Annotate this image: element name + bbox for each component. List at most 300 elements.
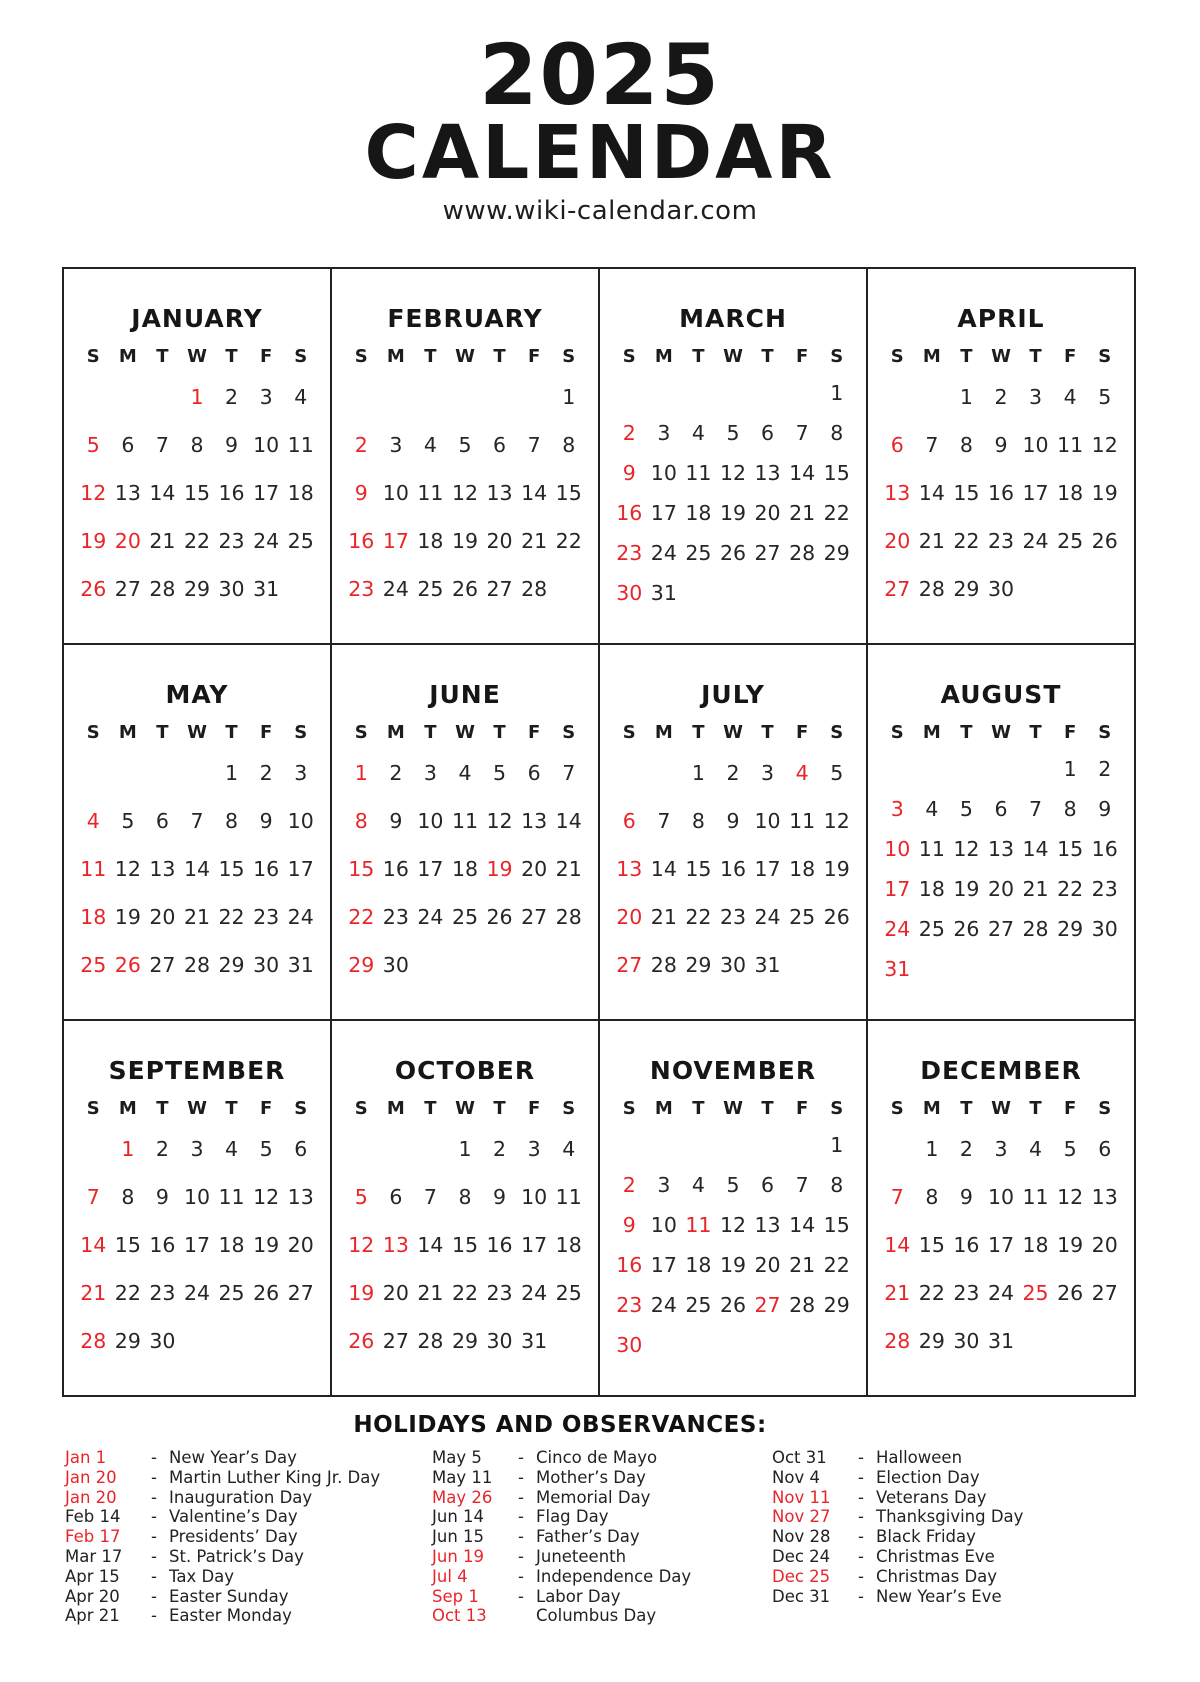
day-cell: 16 xyxy=(486,1233,513,1257)
day-cell: 28 xyxy=(80,1329,107,1353)
day-cell: 28 xyxy=(789,1293,816,1317)
holiday-row xyxy=(772,1527,1023,1547)
day-cell: 15 xyxy=(823,461,850,485)
day-cell: 3 xyxy=(994,1137,1008,1161)
week-row xyxy=(76,845,318,893)
day-cell: 1 xyxy=(1063,757,1077,781)
day-cell: 30 xyxy=(616,581,643,605)
holiday-date: Dec 31 xyxy=(772,1586,831,1606)
day-cell: 20 xyxy=(616,905,643,929)
weekday-label: T xyxy=(960,345,973,367)
holiday-name: Easter Sunday xyxy=(169,1586,289,1606)
day-cell: 23 xyxy=(348,577,375,601)
weekday-label: W xyxy=(723,1097,743,1119)
day-cell: 17 xyxy=(987,1233,1015,1257)
holiday-row xyxy=(432,1606,772,1626)
site-url: www.wiki-calendar.com xyxy=(442,196,758,227)
day-cell: 14 xyxy=(555,809,582,833)
weekday-label: S xyxy=(1098,1097,1112,1119)
day-cell: 5 xyxy=(86,433,100,457)
holiday-name: New Year’s Day xyxy=(169,1448,297,1467)
day-cell: 20 xyxy=(1091,1233,1118,1257)
day-cell: 29 xyxy=(953,577,980,601)
day-cell: 21 xyxy=(80,1281,107,1305)
day-cell: 1 xyxy=(190,385,204,409)
day-cell: 2 xyxy=(726,761,740,785)
day-cell: 19 xyxy=(114,905,141,929)
day-cell: 27 xyxy=(754,1293,781,1317)
day-cell: 1 xyxy=(562,385,576,409)
holiday-date: Nov 27 xyxy=(772,1507,831,1527)
day-cell: 7 xyxy=(562,761,576,785)
holiday-row xyxy=(432,1587,772,1607)
day-cell: 21 xyxy=(183,905,211,929)
month-cell-november xyxy=(599,1020,867,1396)
day-cell: 10 xyxy=(1022,433,1049,457)
week-row xyxy=(612,941,854,989)
weekday-label: T xyxy=(156,345,169,367)
month-cell-january xyxy=(63,268,331,644)
day-cell: 10 xyxy=(884,837,911,861)
week-row xyxy=(76,1317,318,1365)
holiday-row xyxy=(65,1468,432,1488)
holiday-name: Black Friday xyxy=(876,1527,976,1547)
weekday-label: T xyxy=(424,721,437,743)
week-row xyxy=(612,533,854,573)
day-cell: 24 xyxy=(382,577,409,601)
day-cell: 10 xyxy=(183,1185,211,1209)
day-cell: 23 xyxy=(719,905,747,929)
week-row xyxy=(880,373,1122,421)
month-title: NOVEMBER xyxy=(649,1056,817,1085)
holiday-date: Apr 15 xyxy=(65,1566,120,1586)
day-cell: 22 xyxy=(218,905,245,929)
day-cell: 10 xyxy=(650,1213,677,1237)
day-cell: 8 xyxy=(225,809,239,833)
day-cell: 12 xyxy=(1057,1185,1084,1209)
day-cell: 25 xyxy=(685,1293,712,1317)
weekday-label: T xyxy=(493,1097,506,1119)
day-cell: 7 xyxy=(795,1173,809,1197)
week-row xyxy=(880,949,1122,989)
holiday-dash: - xyxy=(518,1566,524,1586)
day-cell: 29 xyxy=(823,1293,850,1317)
day-cell: 29 xyxy=(823,541,850,565)
weekday-label: M xyxy=(118,1097,137,1119)
holiday-name: Juneteenth xyxy=(536,1546,627,1566)
day-cell: 9 xyxy=(994,433,1008,457)
day-cell: 17 xyxy=(287,857,314,881)
day-cell: 30 xyxy=(987,577,1015,601)
weekday-label: T xyxy=(960,1097,973,1119)
holiday-column-3 xyxy=(772,1448,1023,1606)
weekday-label: T xyxy=(761,345,774,367)
week-row xyxy=(612,1325,854,1365)
day-cell: 2 xyxy=(959,1137,973,1161)
day-cell: 15 xyxy=(348,857,375,881)
holiday-date: Mar 17 xyxy=(65,1546,123,1566)
day-cell: 12 xyxy=(719,1213,747,1237)
day-cell: 4 xyxy=(925,797,939,821)
day-cell: 18 xyxy=(789,857,816,881)
day-cell: 19 xyxy=(719,1253,747,1277)
holiday-dash: - xyxy=(858,1586,864,1606)
week-row xyxy=(880,909,1122,949)
day-cell: 25 xyxy=(218,1281,245,1305)
holiday-dash: - xyxy=(518,1527,524,1547)
holiday-name: Tax Day xyxy=(169,1566,235,1586)
week-row xyxy=(880,749,1122,789)
day-cell: 22 xyxy=(348,905,375,929)
holiday-date: Nov 11 xyxy=(772,1487,831,1507)
day-cell: 24 xyxy=(183,1281,211,1305)
holiday-row xyxy=(65,1507,432,1527)
day-cell: 2 xyxy=(354,433,368,457)
day-cell: 13 xyxy=(521,809,548,833)
day-cell: 13 xyxy=(754,1213,781,1237)
day-cell: 28 xyxy=(149,577,176,601)
weekday-header-row xyxy=(76,341,318,371)
day-cell: 8 xyxy=(1063,797,1077,821)
holiday-name: Halloween xyxy=(876,1448,963,1467)
holiday-date: May 11 xyxy=(432,1467,493,1487)
day-cell: 20 xyxy=(149,905,176,929)
day-cell: 4 xyxy=(1063,385,1077,409)
week-row xyxy=(612,797,854,845)
holiday-date: Apr 21 xyxy=(65,1606,120,1626)
day-cell: 29 xyxy=(685,953,712,977)
day-cell: 18 xyxy=(555,1233,582,1257)
holiday-date: Feb 17 xyxy=(65,1527,121,1547)
weekday-label: S xyxy=(890,345,904,367)
day-cell: 21 xyxy=(918,529,945,553)
weekday-label: W xyxy=(187,721,207,743)
holiday-name: Christmas Eve xyxy=(876,1546,995,1566)
holiday-name: Columbus Day xyxy=(536,1606,657,1626)
holiday-row xyxy=(772,1567,1023,1587)
month-days xyxy=(612,373,854,613)
weekday-label: T xyxy=(156,721,169,743)
day-cell: 3 xyxy=(190,1137,204,1161)
weekday-label: S xyxy=(562,1097,576,1119)
week-row xyxy=(76,1125,318,1173)
day-cell: 21 xyxy=(417,1281,444,1305)
day-cell: 1 xyxy=(959,385,973,409)
day-cell: 21 xyxy=(789,501,816,525)
weekday-header-row xyxy=(612,341,854,371)
day-cell: 8 xyxy=(830,1173,844,1197)
week-row xyxy=(612,493,854,533)
day-cell: 18 xyxy=(685,501,712,525)
day-cell: 14 xyxy=(789,1213,816,1237)
day-cell: 15 xyxy=(114,1233,141,1257)
day-cell: 13 xyxy=(114,481,141,505)
day-cell: 29 xyxy=(114,1329,141,1353)
day-cell: 15 xyxy=(953,481,980,505)
holiday-name: Veterans Day xyxy=(876,1487,987,1507)
holiday-date: Feb 14 xyxy=(65,1507,121,1527)
day-cell: 13 xyxy=(486,481,513,505)
day-cell: 12 xyxy=(253,1185,280,1209)
day-cell: 7 xyxy=(890,1185,904,1209)
holiday-name: New Year’s Eve xyxy=(876,1586,1002,1606)
day-cell: 8 xyxy=(562,433,576,457)
month-cell-may xyxy=(63,644,331,1020)
weekday-label: M xyxy=(654,1097,673,1119)
weekday-label: T xyxy=(424,1097,437,1119)
holiday-date: Oct 31 xyxy=(772,1448,827,1467)
week-row xyxy=(880,469,1122,517)
weekday-header-row xyxy=(344,1093,586,1123)
holiday-dash: - xyxy=(858,1527,864,1547)
day-cell: 8 xyxy=(691,809,705,833)
day-cell: 23 xyxy=(1091,877,1118,901)
day-cell: 30 xyxy=(953,1329,980,1353)
week-row xyxy=(880,869,1122,909)
day-cell: 9 xyxy=(155,1185,169,1209)
day-cell: 31 xyxy=(987,1329,1015,1353)
day-cell: 17 xyxy=(650,501,677,525)
day-cell: 5 xyxy=(1063,1137,1077,1161)
day-cell: 11 xyxy=(417,481,444,505)
day-cell: 26 xyxy=(80,577,107,601)
day-cell: 13 xyxy=(382,1233,409,1257)
weekday-label: T xyxy=(225,721,238,743)
day-cell: 16 xyxy=(253,857,280,881)
weekday-header-row xyxy=(612,1093,854,1123)
day-cell: 11 xyxy=(918,837,945,861)
day-cell: 12 xyxy=(114,857,141,881)
weekday-label: T xyxy=(493,345,506,367)
day-cell: 17 xyxy=(417,857,444,881)
day-cell: 16 xyxy=(149,1233,176,1257)
weekday-header-row xyxy=(880,1093,1122,1123)
day-cell: 5 xyxy=(458,433,472,457)
day-cell: 26 xyxy=(719,541,747,565)
holiday-dash: - xyxy=(858,1507,864,1527)
day-cell: 19 xyxy=(1057,1233,1084,1257)
day-cell: 14 xyxy=(884,1233,911,1257)
day-cell: 7 xyxy=(423,1185,437,1209)
day-cell: 22 xyxy=(685,905,712,929)
day-cell: 17 xyxy=(183,1233,211,1257)
day-cell: 9 xyxy=(493,1185,507,1209)
day-cell: 12 xyxy=(348,1233,375,1257)
holiday-date: Dec 25 xyxy=(772,1566,831,1586)
day-cell: 6 xyxy=(121,433,135,457)
weekday-label: F xyxy=(1063,345,1077,367)
weekday-label: F xyxy=(259,345,273,367)
weekday-label: S xyxy=(294,345,308,367)
holiday-dash: - xyxy=(518,1448,524,1467)
day-cell: 18 xyxy=(80,905,107,929)
day-cell: 20 xyxy=(521,857,548,881)
week-row xyxy=(612,1205,854,1245)
day-cell: 30 xyxy=(616,1333,643,1357)
day-cell: 10 xyxy=(987,1185,1015,1209)
weekday-label: F xyxy=(795,1097,809,1119)
week-row xyxy=(880,1125,1122,1173)
week-row xyxy=(344,565,586,613)
weekday-label: T xyxy=(493,721,506,743)
day-cell: 28 xyxy=(555,905,582,929)
day-cell: 8 xyxy=(354,809,368,833)
holiday-date: Jun 19 xyxy=(432,1546,485,1566)
week-row xyxy=(612,1245,854,1285)
weekday-label: S xyxy=(354,1097,368,1119)
month-cell-september xyxy=(63,1020,331,1396)
day-cell: 10 xyxy=(253,433,280,457)
day-cell: 4 xyxy=(691,421,705,445)
day-cell: 1 xyxy=(830,1133,844,1157)
day-cell: 9 xyxy=(959,1185,973,1209)
weekday-label: F xyxy=(527,1097,541,1119)
day-cell: 21 xyxy=(1022,877,1049,901)
day-cell: 3 xyxy=(423,761,437,785)
holiday-row xyxy=(772,1587,1023,1607)
day-cell: 15 xyxy=(183,481,211,505)
day-cell: 22 xyxy=(114,1281,141,1305)
day-cell: 24 xyxy=(754,905,781,929)
week-row xyxy=(344,941,586,989)
day-cell: 16 xyxy=(616,1253,643,1277)
day-cell: 28 xyxy=(789,541,816,565)
holiday-dash: - xyxy=(858,1448,864,1467)
day-cell: 2 xyxy=(493,1137,507,1161)
day-cell: 22 xyxy=(823,1253,850,1277)
day-cell: 27 xyxy=(287,1281,314,1305)
day-cell: 17 xyxy=(884,877,911,901)
holiday-dash: - xyxy=(151,1566,157,1586)
day-cell: 9 xyxy=(354,481,368,505)
day-cell: 31 xyxy=(650,581,677,605)
day-cell: 23 xyxy=(149,1281,176,1305)
day-cell: 12 xyxy=(80,481,107,505)
day-cell: 18 xyxy=(918,877,945,901)
week-row xyxy=(880,517,1122,565)
day-cell: 5 xyxy=(830,761,844,785)
day-cell: 2 xyxy=(994,385,1008,409)
weekday-label: F xyxy=(795,345,809,367)
holiday-row xyxy=(65,1587,432,1607)
holiday-dash: - xyxy=(858,1487,864,1507)
month-days xyxy=(880,749,1122,989)
holiday-row xyxy=(432,1448,772,1468)
day-cell: 25 xyxy=(80,953,107,977)
day-cell: 3 xyxy=(294,761,308,785)
day-cell: 16 xyxy=(348,529,375,553)
day-cell: 3 xyxy=(657,1173,671,1197)
week-row xyxy=(344,1173,586,1221)
weekday-label: M xyxy=(654,721,673,743)
day-cell: 31 xyxy=(253,577,280,601)
day-cell: 6 xyxy=(761,421,775,445)
day-cell: 19 xyxy=(486,857,513,881)
weekday-header-row xyxy=(76,717,318,747)
day-cell: 19 xyxy=(253,1233,280,1257)
day-cell: 18 xyxy=(287,481,314,505)
day-cell: 27 xyxy=(521,905,548,929)
weekday-header-row xyxy=(880,341,1122,371)
week-row xyxy=(612,373,854,413)
holiday-row xyxy=(432,1468,772,1488)
weekday-label: S xyxy=(890,721,904,743)
week-row xyxy=(344,1221,586,1269)
week-row xyxy=(880,565,1122,613)
day-cell: 9 xyxy=(1098,797,1112,821)
day-cell: 3 xyxy=(890,797,904,821)
day-cell: 1 xyxy=(354,761,368,785)
day-cell: 24 xyxy=(253,529,280,553)
weekday-label: S xyxy=(562,345,576,367)
weekday-label: S xyxy=(354,721,368,743)
holiday-dash: - xyxy=(858,1546,864,1566)
holiday-column-1 xyxy=(65,1448,432,1626)
holiday-date: Nov 28 xyxy=(772,1527,831,1547)
day-cell: 17 xyxy=(1022,481,1049,505)
day-cell: 27 xyxy=(616,953,643,977)
week-row xyxy=(76,797,318,845)
day-cell: 31 xyxy=(884,957,911,981)
weekday-label: T xyxy=(225,345,238,367)
week-row xyxy=(344,469,586,517)
weekday-label: W xyxy=(991,721,1011,743)
weekday-label: T xyxy=(1029,345,1042,367)
day-cell: 21 xyxy=(521,529,548,553)
holiday-row xyxy=(772,1468,1023,1488)
day-cell: 28 xyxy=(1022,917,1049,941)
holiday-row xyxy=(65,1606,432,1626)
day-cell: 9 xyxy=(726,809,740,833)
week-row xyxy=(880,1173,1122,1221)
week-row xyxy=(880,1269,1122,1317)
day-cell: 3 xyxy=(527,1137,541,1161)
holiday-row xyxy=(65,1488,432,1508)
day-cell: 23 xyxy=(953,1281,980,1305)
week-row xyxy=(612,893,854,941)
day-cell: 31 xyxy=(521,1329,548,1353)
day-cell: 4 xyxy=(795,761,809,785)
holiday-row xyxy=(772,1448,1023,1468)
week-row xyxy=(612,1285,854,1325)
month-title: MAY xyxy=(165,680,229,709)
day-cell: 12 xyxy=(823,809,850,833)
day-cell: 23 xyxy=(486,1281,513,1305)
week-row xyxy=(344,1317,586,1365)
weekday-label: T xyxy=(1029,1097,1042,1119)
weekday-label: W xyxy=(187,1097,207,1119)
day-cell: 6 xyxy=(1098,1137,1112,1161)
day-cell: 22 xyxy=(823,501,850,525)
day-cell: 20 xyxy=(287,1233,314,1257)
day-cell: 14 xyxy=(650,857,677,881)
day-cell: 24 xyxy=(1022,529,1049,553)
day-cell: 7 xyxy=(527,433,541,457)
day-cell: 24 xyxy=(650,1293,677,1317)
holiday-date: May 5 xyxy=(432,1448,482,1467)
weekday-label: T xyxy=(225,1097,238,1119)
day-cell: 19 xyxy=(451,529,479,553)
day-cell: 18 xyxy=(451,857,479,881)
day-cell: 16 xyxy=(1091,837,1118,861)
day-cell: 25 xyxy=(451,905,479,929)
day-cell: 4 xyxy=(423,433,437,457)
weekday-header-row xyxy=(612,717,854,747)
weekday-label: M xyxy=(922,721,941,743)
day-cell: 11 xyxy=(789,809,816,833)
day-cell: 17 xyxy=(382,529,409,553)
day-cell: 14 xyxy=(80,1233,107,1257)
